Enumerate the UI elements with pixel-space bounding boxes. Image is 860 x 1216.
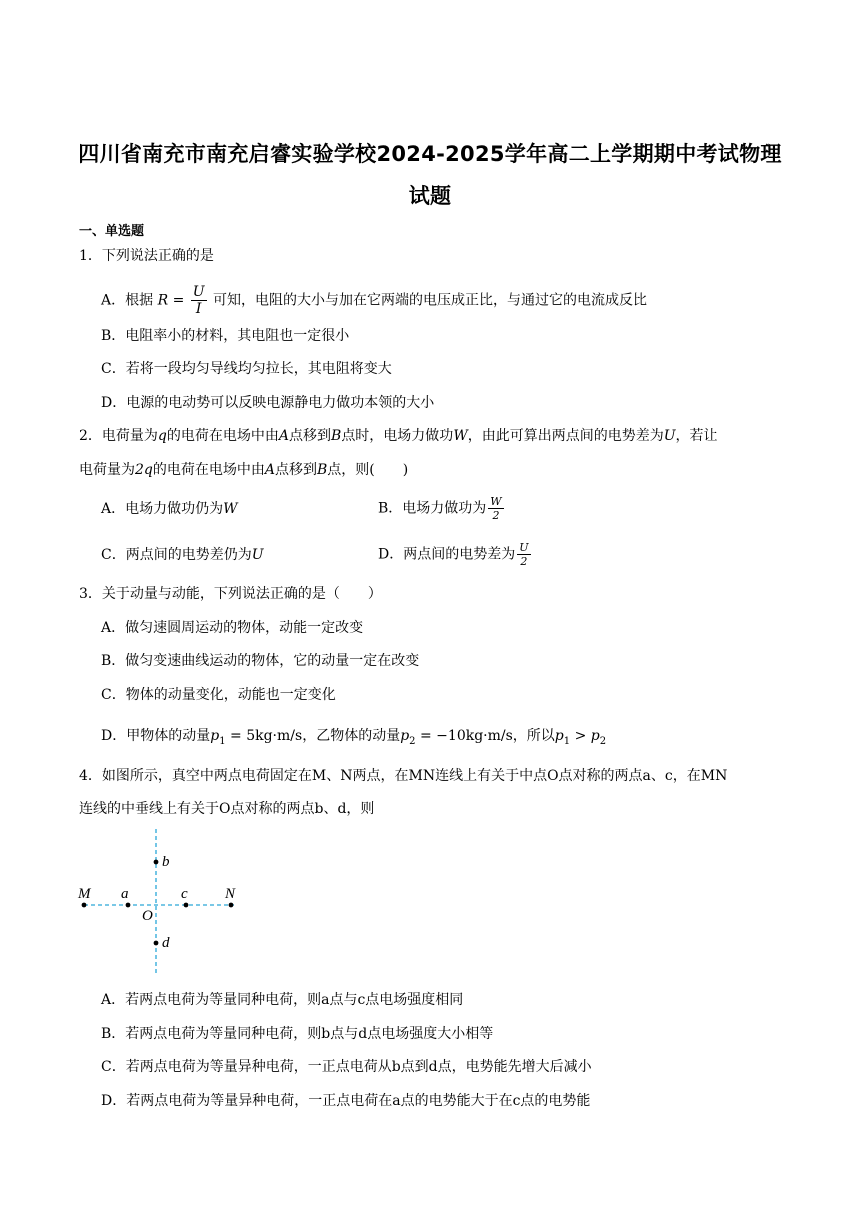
- q4-option-b: B．若两点电荷为等量同种电荷，则b点与d点电场强度大小相等: [101, 1026, 494, 1042]
- q2-option-a: A．电场力做功仍为W: [101, 501, 238, 517]
- q4-stem-line2: 连线的中垂线上有关于O点对称的两点b、d，则: [79, 801, 375, 817]
- q2-stem-line1: 2．电荷量为q的电荷在电场中由A点移到B点时，电场力做功W，由此可算出两点间的电势差为U，若让: [79, 428, 718, 444]
- q3-option-a: A．做匀速圆周运动的物体，动能一定改变: [101, 620, 364, 636]
- q3-stem: 3．关于动量与动能，下列说法正确的是（ ）: [79, 586, 382, 602]
- label-b: b: [162, 854, 170, 870]
- q1-fraction: $\frac{U}{I}$: [192, 284, 205, 317]
- q2-option-c: C．两点间的电势差仍为U: [101, 547, 264, 563]
- q2-b-fraction: $\frac{W}{2}$: [490, 495, 502, 522]
- point-m: [82, 903, 87, 908]
- q3-option-d: D．甲物体的动量$p_1 = 5kg\cdot m/s$，乙物体的动量$p_2 = -10kg\cdot m/s$，所以$p_1 > p_2$: [101, 728, 607, 747]
- q4-option-a: A．若两点电荷为等量同种电荷，则a点与c点电场强度相同: [101, 992, 464, 1008]
- q1-option-b: B．电阻率小的材料，其电阻也一定很小: [101, 328, 350, 344]
- point-d: [154, 941, 159, 946]
- q3-option-b: B．做匀变速曲线运动的物体，它的动量一定在改变: [101, 653, 420, 669]
- q2-option-b: B．电场力做功为 $\frac{W}{2}$: [378, 495, 502, 522]
- point-n: [229, 903, 234, 908]
- q1-option-a: A．根据 R = $\frac{U}{I}$ 可知，电阻的大小与加在它两端的电压成正比，与通过它的电流成反比: [101, 284, 648, 317]
- charge-diagram: [74, 826, 254, 978]
- q1-option-d: D．电源的电动势可以反映电源静电力做功本领的大小: [101, 395, 435, 411]
- q2-option-d: D．两点间的电势差为 $\frac{U}{2}$: [378, 541, 529, 568]
- q2-stem-line2: 电荷量为2q的电荷在电场中由A点移到B点，则( ): [79, 462, 409, 478]
- q3-option-c: C．物体的动量变化，动能也一定变化: [101, 687, 336, 703]
- doc-title-line1: 四川省南充市南充启睿实验学校2024-2025学年高二上学期期中考试物理: [78, 142, 782, 166]
- q1-option-c: C．若将一段均匀导线均匀拉长，其电阻将变大: [101, 361, 392, 377]
- label-d: d: [162, 935, 170, 951]
- label-n: N: [225, 886, 236, 902]
- section-heading: 一、单选题: [79, 224, 145, 239]
- label-o: O: [142, 908, 153, 924]
- doc-title-line2: 试题: [408, 184, 452, 208]
- label-a: a: [121, 886, 129, 902]
- label-m: M: [78, 886, 91, 902]
- point-c: [184, 903, 189, 908]
- point-a: [126, 903, 131, 908]
- point-b: [154, 860, 159, 865]
- q4-option-c: C．若两点电荷为等量异种电荷，一正点电荷从b点到d点，电势能先增大后减小: [101, 1059, 592, 1075]
- q2-d-fraction: $\frac{U}{2}$: [519, 541, 529, 568]
- q4-stem-line1: 4．如图所示，真空中两点电荷固定在M、N两点，在MN连线上有关于中点O点对称的两点a、c，在MN: [79, 768, 728, 784]
- q1-stem: 1．下列说法正确的是: [79, 248, 214, 264]
- q4-option-d: D．若两点电荷为等量异种电荷，一正点电荷在a点的电势能大于在c点的电势能: [101, 1093, 591, 1109]
- label-c: c: [181, 886, 188, 902]
